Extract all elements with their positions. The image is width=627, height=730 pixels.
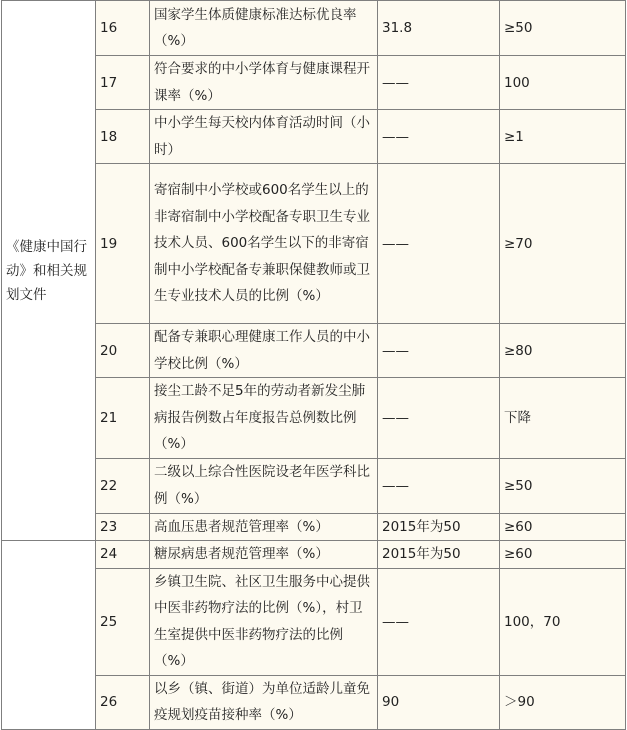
base-value: 2015年为50 xyxy=(378,541,500,569)
source-cell-continued xyxy=(2,541,96,730)
target-value: ≥60 xyxy=(500,513,626,541)
target-value: 100，70 xyxy=(500,568,626,675)
indicator-name: 中小学生每天校内体育活动时间（小时） xyxy=(150,110,378,164)
table-row xyxy=(2,458,626,513)
indicator-name: 乡镇卫生院、社区卫生服务中心提供中医非药物疗法的比例（%），村卫生室提供中医非药物疗法的比例（%） xyxy=(150,568,378,675)
indicator-name: 接尘工龄不足5年的劳动者新发尘肺病报告例数占年度报告总例数比例（%） xyxy=(150,378,378,459)
target-value: ≥80 xyxy=(500,324,626,378)
table-row xyxy=(2,110,626,164)
table-row xyxy=(2,541,626,569)
row-number: 26 xyxy=(96,675,150,729)
base-value: —— xyxy=(378,56,500,110)
target-value: ≥60 xyxy=(500,541,626,569)
table-row xyxy=(2,568,626,675)
base-value: —— xyxy=(378,568,500,675)
base-value: —— xyxy=(378,164,500,324)
row-number: 20 xyxy=(96,324,150,378)
row-number: 24 xyxy=(96,541,150,569)
row-number: 23 xyxy=(96,513,150,541)
table-row xyxy=(2,1,626,56)
base-value: 31.8 xyxy=(378,1,500,56)
base-value: —— xyxy=(378,324,500,378)
table-row xyxy=(2,56,626,110)
table-row xyxy=(2,164,626,324)
table-row xyxy=(2,513,626,541)
target-value: 100 xyxy=(500,56,626,110)
source-cell: 《健康中国行动》和相关规划文件 xyxy=(2,1,96,541)
row-number: 21 xyxy=(96,378,150,459)
row-number: 17 xyxy=(96,56,150,110)
row-number: 16 xyxy=(96,1,150,56)
target-value: ≥50 xyxy=(500,1,626,56)
base-value: 2015年为50 xyxy=(378,513,500,541)
target-value: ≥50 xyxy=(500,458,626,513)
row-number: 25 xyxy=(96,568,150,675)
indicator-name: 糖尿病患者规范管理率（%） xyxy=(150,541,378,569)
target-value: ＞90 xyxy=(500,675,626,729)
base-value: —— xyxy=(378,110,500,164)
row-number: 18 xyxy=(96,110,150,164)
table-row xyxy=(2,378,626,459)
target-value: ≥70 xyxy=(500,164,626,324)
indicator-name: 寄宿制中小学校或600名学生以上的非寄宿制中小学校配备专职卫生专业技术人员、600名学生以下的非寄宿制中小学校配备专兼职保健教师或卫生专业技术人员的比例（%） xyxy=(150,164,378,324)
indicator-name: 高血压患者规范管理率（%） xyxy=(150,513,378,541)
indicator-table xyxy=(1,0,626,730)
table-row xyxy=(2,324,626,378)
base-value: —— xyxy=(378,458,500,513)
indicator-name: 以乡（镇、街道）为单位适龄儿童免疫规划疫苗接种率（%） xyxy=(150,675,378,729)
base-value: —— xyxy=(378,378,500,459)
indicator-name: 符合要求的中小学体育与健康课程开课率（%） xyxy=(150,56,378,110)
target-value: ≥1 xyxy=(500,110,626,164)
indicator-name: 二级以上综合性医院设老年医学科比例（%） xyxy=(150,458,378,513)
table-row xyxy=(2,675,626,729)
target-value: 下降 xyxy=(500,378,626,459)
row-number: 22 xyxy=(96,458,150,513)
indicator-name: 配备专兼职心理健康工作人员的中小学校比例（%） xyxy=(150,324,378,378)
indicator-name: 国家学生体质健康标准达标优良率（%） xyxy=(150,1,378,56)
base-value: 90 xyxy=(378,675,500,729)
row-number: 19 xyxy=(96,164,150,324)
